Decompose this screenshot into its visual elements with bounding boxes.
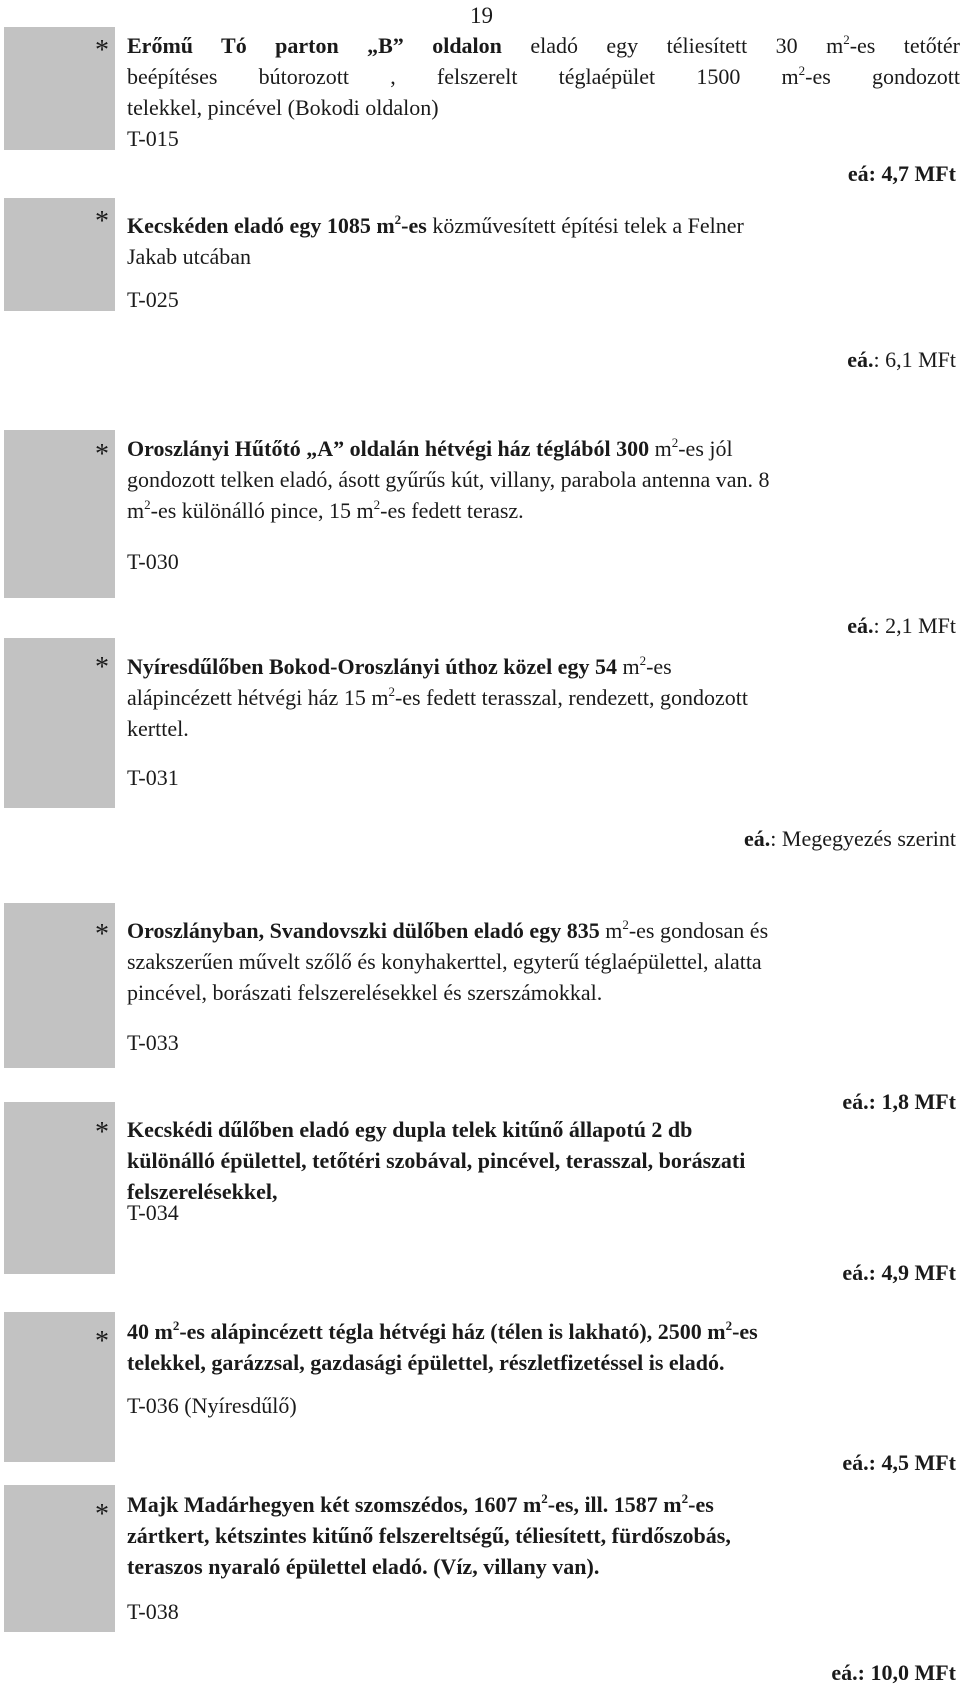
listing-t038 xyxy=(0,1485,960,1687)
description-line: teraszos nyaraló épülettel eladó. (Víz, villany van). xyxy=(127,1554,600,1579)
listing-description xyxy=(127,1114,960,1207)
bullet-asterisk: * xyxy=(95,1117,109,1148)
description-line: beépítéses bútorozott , felszerelt téglaépület 1500 $m^2-es$ gondozott xyxy=(127,63,960,89)
listing-code: T-015 xyxy=(127,126,179,151)
description-line: pincével, borászati felszerelésekkel és szerszámokkal. xyxy=(127,980,603,1005)
bullet-asterisk: * xyxy=(95,1326,109,1357)
listing-price: eá.: 6,1 MFt xyxy=(847,347,956,372)
listing-headline: Oroszlányban, Svandovszki dülőben eladó egy 835 xyxy=(127,918,600,943)
description-line: alápincézett hétvégi ház 15 $m^2-es$ fedett terasszal, rendezett, gondozott xyxy=(127,684,749,710)
description-line: telekkel, pincével (Bokodi oldalon) xyxy=(127,95,439,120)
description-line: zártkert, kétszintes kitűnő felszereltségű, téliesített, fürdőszobás, xyxy=(127,1523,731,1548)
description-line: gondozott telken eladó, ásott gyűrűs kút, villany, parabola antenna van. 8 xyxy=(127,467,770,492)
listing-headline: Erőmű Tó parton „B” oldalon xyxy=(127,33,502,58)
listing-code: T-025 xyxy=(127,287,179,312)
listing-price: eá.: 2,1 MFt xyxy=(847,613,956,638)
description-line: telekkel, garázzsal, gazdasági épülettel, részletfizetéssel is eladó. xyxy=(127,1350,725,1375)
description-line: szakszerűen művelt szőlő és konyhakerttel, egyterű téglaépülettel, alatta xyxy=(127,949,762,974)
description-line: Erőmű Tó parton „B” oldalon eladó egy téliesített 30 $m^2-es$ tetőtér xyxy=(127,32,960,58)
bullet-asterisk: * xyxy=(95,35,109,66)
listing-description xyxy=(127,915,960,1008)
listing-t015 xyxy=(0,27,960,217)
description-line: Nyíresdűlőben Bokod-Oroszlányi úthoz közel egy 54 $m^2-es$ xyxy=(127,653,672,679)
listing-description xyxy=(127,210,960,272)
listing-t033 xyxy=(0,903,960,1114)
listing-code: T-034 xyxy=(127,1200,179,1225)
listing-description xyxy=(127,1316,960,1378)
description-line: 40 $m^2-es$ alápincézett tégla hétvégi ház (télen is lakható), 2500 $m^2-es$ xyxy=(127,1318,758,1344)
listing-t034 xyxy=(0,1102,960,1302)
listing-code: T-038 xyxy=(127,1599,179,1624)
listing-t025 xyxy=(0,198,960,372)
listing-t030 xyxy=(0,430,960,638)
listing-code: T-033 xyxy=(127,1030,179,1055)
bullet-asterisk: * xyxy=(95,1499,109,1530)
description-line: Jakab utcában xyxy=(127,244,251,269)
bullet-asterisk: * xyxy=(95,652,109,683)
listing-t036 xyxy=(0,1312,960,1492)
bullet-asterisk: * xyxy=(95,439,109,470)
listing-price: eá.: 1,8 MFt xyxy=(842,1089,956,1114)
bullet-asterisk: * xyxy=(95,919,109,950)
description-line: Oroszlányban, Svandovszki dülőben eladó egy 835 $m^2-es$ gondosan és xyxy=(127,917,769,943)
description-line: Oroszlányi Hűtőtó „A” oldalán hétvégi ház téglából 300 $m^2-es$ jól xyxy=(127,435,733,461)
description-line: felszerelésekkel, xyxy=(127,1179,278,1204)
description-line: Kecskéden eladó egy 1085 $m^2-es$ közművesített építési telek a Felner xyxy=(127,212,744,238)
description-line: Majk Madárhegyen két szomszédos, 1607 $m^2-es$, ill. 1587 $m^2-es$ xyxy=(127,1491,714,1517)
listing-headline: Kecskéden eladó egy 1085 $m^2-es$ xyxy=(127,212,427,238)
listing-description xyxy=(127,30,960,154)
listing-price: eá.: 4,9 MFt xyxy=(842,1260,956,1285)
listing-price: eá: 4,7 MFt xyxy=(847,161,956,186)
listing-code: T-030 xyxy=(127,549,179,574)
listing-price: eá.: 10,0 MFt xyxy=(831,1660,956,1685)
listing-t031 xyxy=(0,638,960,868)
listing-headline: Oroszlányi Hűtőtó „A” oldalán hétvégi ház téglából 300 xyxy=(127,436,650,461)
listing-code: T-031 xyxy=(127,765,179,790)
description-line: különálló épülettel, tetőtéri szobával, pincével, terasszal, borászati xyxy=(127,1148,746,1173)
listing-description xyxy=(127,651,960,744)
page-number: 19 xyxy=(470,3,493,28)
description-line: kerttel. xyxy=(127,716,189,741)
listing-description xyxy=(127,1489,960,1582)
listing-price: eá.: Megegyezés szerint xyxy=(744,826,956,851)
bullet-asterisk: * xyxy=(95,206,109,237)
description-line: $m^2-es$ különálló pince, 15 $m^2-es$ fedett terasz. xyxy=(127,497,524,523)
listing-headline: Nyíresdűlőben Bokod-Oroszlányi úthoz közel egy 54 xyxy=(127,654,617,679)
listing-price: eá.: 4,5 MFt xyxy=(842,1450,956,1475)
listing-description xyxy=(127,433,960,526)
description-line: Kecskédi dűlőben eladó egy dupla telek kitűnő állapotú 2 db xyxy=(127,1117,693,1142)
listing-code: T-036 (Nyíresdűlő) xyxy=(127,1393,297,1418)
